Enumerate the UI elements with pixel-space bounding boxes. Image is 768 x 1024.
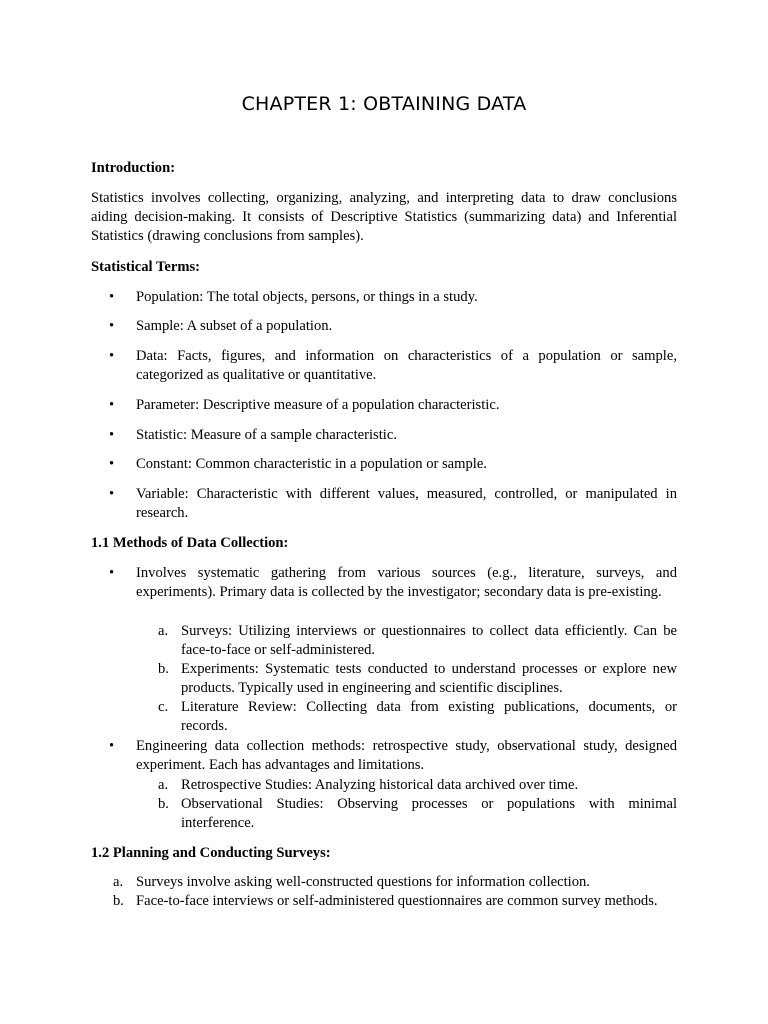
list-item xyxy=(91,564,677,602)
bullet-icon: • xyxy=(109,565,115,581)
bullet-icon: • xyxy=(109,427,115,443)
sub-list-item xyxy=(91,698,677,736)
sub-item-marker: c. xyxy=(158,699,169,715)
bullet-icon: • xyxy=(109,486,115,502)
sub-item-marker: a. xyxy=(158,777,169,793)
sub-list-item xyxy=(91,795,677,833)
statistical-terms-heading: Statistical Terms: xyxy=(91,259,201,275)
sub-list-item xyxy=(91,622,677,660)
bullet-icon: • xyxy=(109,348,115,364)
introduction-paragraph: Statistics involves collecting, organizing, analyzing, and interpreting data to draw conclusions aiding decision-making. It consists of Descriptive Statistics (summarizing data) and Inferential Statistics (drawing conclusions from samples). xyxy=(91,190,677,244)
term-parameter: Parameter: Descriptive measure of a population characteristic. xyxy=(136,397,500,413)
survey-item-questions: Surveys involve asking well-constructed questions for information collection. xyxy=(136,874,590,890)
term-variable: Variable: Characteristic with different values, measured, controlled, or manipulated in research. xyxy=(136,486,677,521)
term-constant: Constant: Common characteristic in a population or sample. xyxy=(136,456,487,472)
surveys-heading: 1.2 Planning and Conducting Surveys: xyxy=(91,845,331,861)
sub-item-marker: b. xyxy=(158,661,169,677)
list-item xyxy=(91,485,677,523)
sub-item-literature-review: Literature Review: Collecting data from existing publications, documents, or records. xyxy=(181,699,677,734)
sub-item-experiments: Experiments: Systematic tests conducted to understand processes or explore new products. Typically used in engineering and scientific disciplines. xyxy=(181,661,677,696)
bullet-icon: • xyxy=(109,738,115,754)
term-sample: Sample: A subset of a population. xyxy=(136,318,333,334)
bullet-icon: • xyxy=(109,456,115,472)
bullet-icon: • xyxy=(109,397,115,413)
list-item xyxy=(91,873,677,892)
term-population: Population: The total objects, persons, or things in a study. xyxy=(136,289,478,305)
bullet-icon: • xyxy=(109,289,115,305)
introduction-heading: Introduction: xyxy=(91,160,176,176)
list-item xyxy=(91,737,677,775)
sub-list-item xyxy=(91,776,677,795)
methods-heading: 1.1 Methods of Data Collection: xyxy=(91,535,289,551)
sub-item-observational: Observational Studies: Observing processes or populations with minimal interference. xyxy=(181,796,677,831)
chapter-title: CHAPTER 1: OBTAINING DATA xyxy=(241,93,527,115)
list-item xyxy=(91,396,677,415)
list-item xyxy=(91,347,677,385)
list-marker: a. xyxy=(113,874,124,890)
list-item xyxy=(91,426,677,445)
list-item xyxy=(91,288,677,307)
term-data: Data: Facts, figures, and information on characteristics of a population or sample, categorized as qualitative or quantitative. xyxy=(136,348,677,383)
list-item xyxy=(91,892,677,911)
sub-item-marker: b. xyxy=(158,796,169,812)
survey-item-methods: Face-to-face interviews or self-administered questionnaires are common survey methods. xyxy=(136,893,658,909)
term-statistic: Statistic: Measure of a sample characteristic. xyxy=(136,427,397,443)
sub-item-surveys: Surveys: Utilizing interviews or questionnaires to collect data efficiently. Can be face-to-face or self-administered. xyxy=(181,623,677,658)
methods-item-systematic: Involves systematic gathering from various sources (e.g., literature, surveys, and experiments). Primary data is collected by the investigator; secondary data is pre-existing. xyxy=(136,565,677,600)
sub-list-item xyxy=(91,660,677,698)
bullet-icon: • xyxy=(109,318,115,334)
sub-item-marker: a. xyxy=(158,623,169,639)
list-marker: b. xyxy=(113,893,124,909)
list-item xyxy=(91,455,677,474)
list-item xyxy=(91,317,677,336)
sub-item-retrospective: Retrospective Studies: Analyzing historical data archived over time. xyxy=(181,777,579,793)
methods-item-engineering: Engineering data collection methods: retrospective study, observational study, designed experiment. Each has advantages and limitations. xyxy=(136,738,677,773)
